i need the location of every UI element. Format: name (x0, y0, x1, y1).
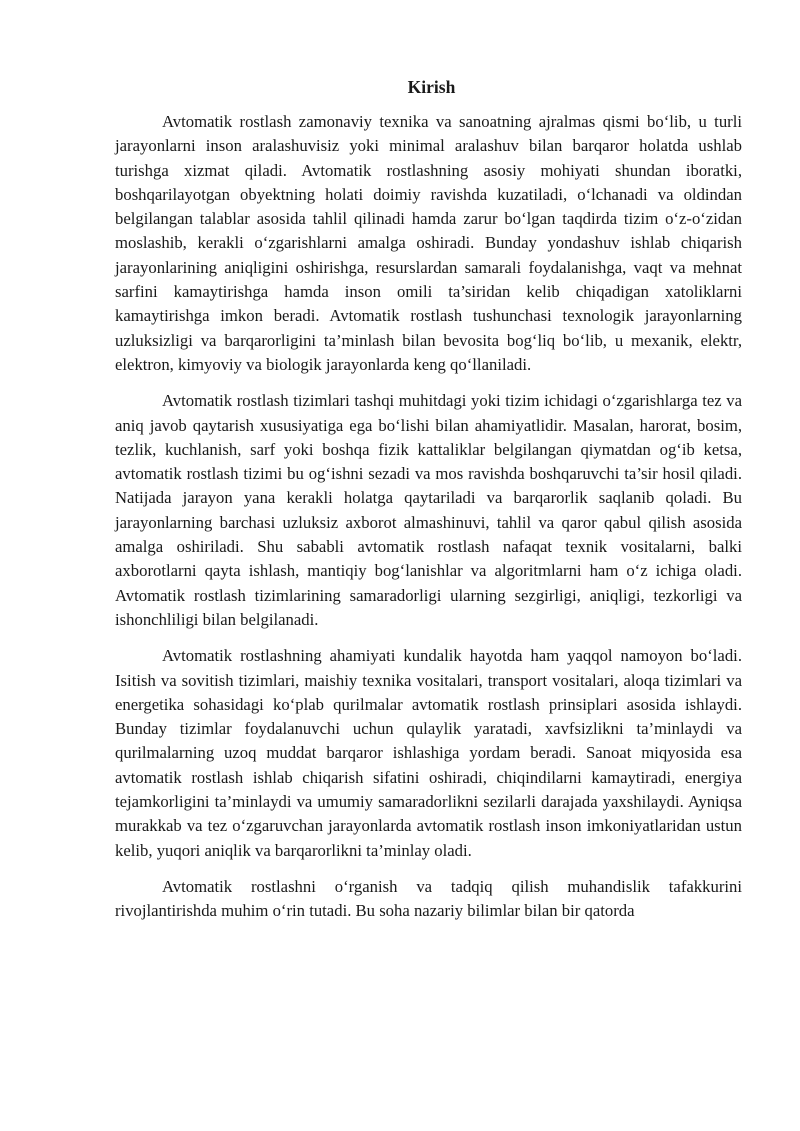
paragraph: Avtomatik rostlash tizimlari tashqi muhitdagi yoki tizim ichidagi o‘zgarishlarga tez va aniq javob qaytarish xususiyatiga ega bo‘lishi bilan ahamiyatlidir. Masalan, harorat, bosim, tezlik, kuchlanish, sarf yoki boshqa fizik kattaliklar belgilangan qiymatdan og‘ib ketsa, avtomatik rostlash tizimi bu og‘ishni sezadi va mos ravishda boshqaruvchi ta’sir hosil qiladi. Natijada jarayon yana kerakli holatga qaytariladi va barqarorlik saqlanib qoladi. Bu jarayonlarning barchasi uzluksiz axborot almashinuvi, tahlil va qaror qabul qilish asosida amalga oshiriladi. Shu sababli avtomatik rostlash nafaqat texnik vositalarni, balki axborotlarni qayta ishlash, mantiqiy bog‘lanishlar va algoritmlarni ham o‘z ichiga oladi. Avtomatik rostlash tizimlarining samaradorligi ularning sezgirligi, aniqligi, tezkorligi va ishonchliligi bilan belgilanadi. (115, 391, 742, 629)
paragraph: Avtomatik rostlashning ahamiyati kundalik hayotda ham yaqqol namoyon bo‘ladi. Isitish va sovitish tizimlari, maishiy texnika vositalari, transport vositalari, aloqa tizimlari va energetika sohasidagi ko‘plab qurilmalar avtomatik rostlash prinsiplari asosida ishlaydi. Bunday tizimlar foydalanuvchi uchun qulaylik yaratadi, xavfsizlikni ta’minlaydi va qurilmalarning uzoq muddat barqaror ishlashiga yordam beradi. Sanoat miqyosida esa avtomatik rostlash ishlab chiqarish sifatini oshiradi, chiqindilarni kamaytiradi, energiya tejamkorligini ta’minlaydi va umumiy samaradorlikni sezilarli darajada yaxshilaydi. Ayniqsa murakkab va tez o‘zgaruvchan jarayonlarda avtomatik rostlash inson imkoniyatlaridan ustun kelib, yuqori aniqlik va barqarorlikni ta’minlay oladi. (115, 646, 742, 860)
document-body (115, 76, 742, 936)
paragraph: Avtomatik rostlash zamonaviy texnika va sanoatning ajralmas qismi bo‘lib, u turli jarayonlarni inson aralashuvisiz yoki minimal aralashuv bilan barqaror holatda ushlab turishga xizmat qiladi. Avtomatik rostlashning asosiy mohiyati shundan iboratki, boshqarilayotgan obyektning holati doimiy ravishda kuzatiladi, o‘lchanadi va oldindan belgilangan talablar asosida tahlil qilinadi hamda zarur bo‘lgan taqdirda tizim o‘z-o‘zidan moslashib, kerakli o‘zgarishlarni amalga oshiradi. Bunday yondashuv ishlab chiqarish jarayonlarining aniqligini oshirishga, resurslardan samarali foydalanishga, vaqt va mehnat sarfini kamaytirishga hamda inson omili ta’siridan kelib chiqadigan xatoliklarni kamaytirishga imkon beradi. Avtomatik rostlash tushunchasi texnologik jarayonlarning uzluksizligi va barqarorligini ta’minlash bilan bevosita bog‘liq bo‘lib, u mexanik, elektr, elektron, kimyoviy va biologik jarayonlarda keng qo‘llaniladi. (115, 112, 742, 374)
section-title: Kirish (407, 77, 456, 97)
paragraph: Avtomatik rostlashni o‘rganish va tadqiq qilish muhandislik tafakkurini rivojlantirishda muhim o‘rin tutadi. Bu soha nazariy bilimlar bilan bir qatorda (115, 876, 742, 921)
